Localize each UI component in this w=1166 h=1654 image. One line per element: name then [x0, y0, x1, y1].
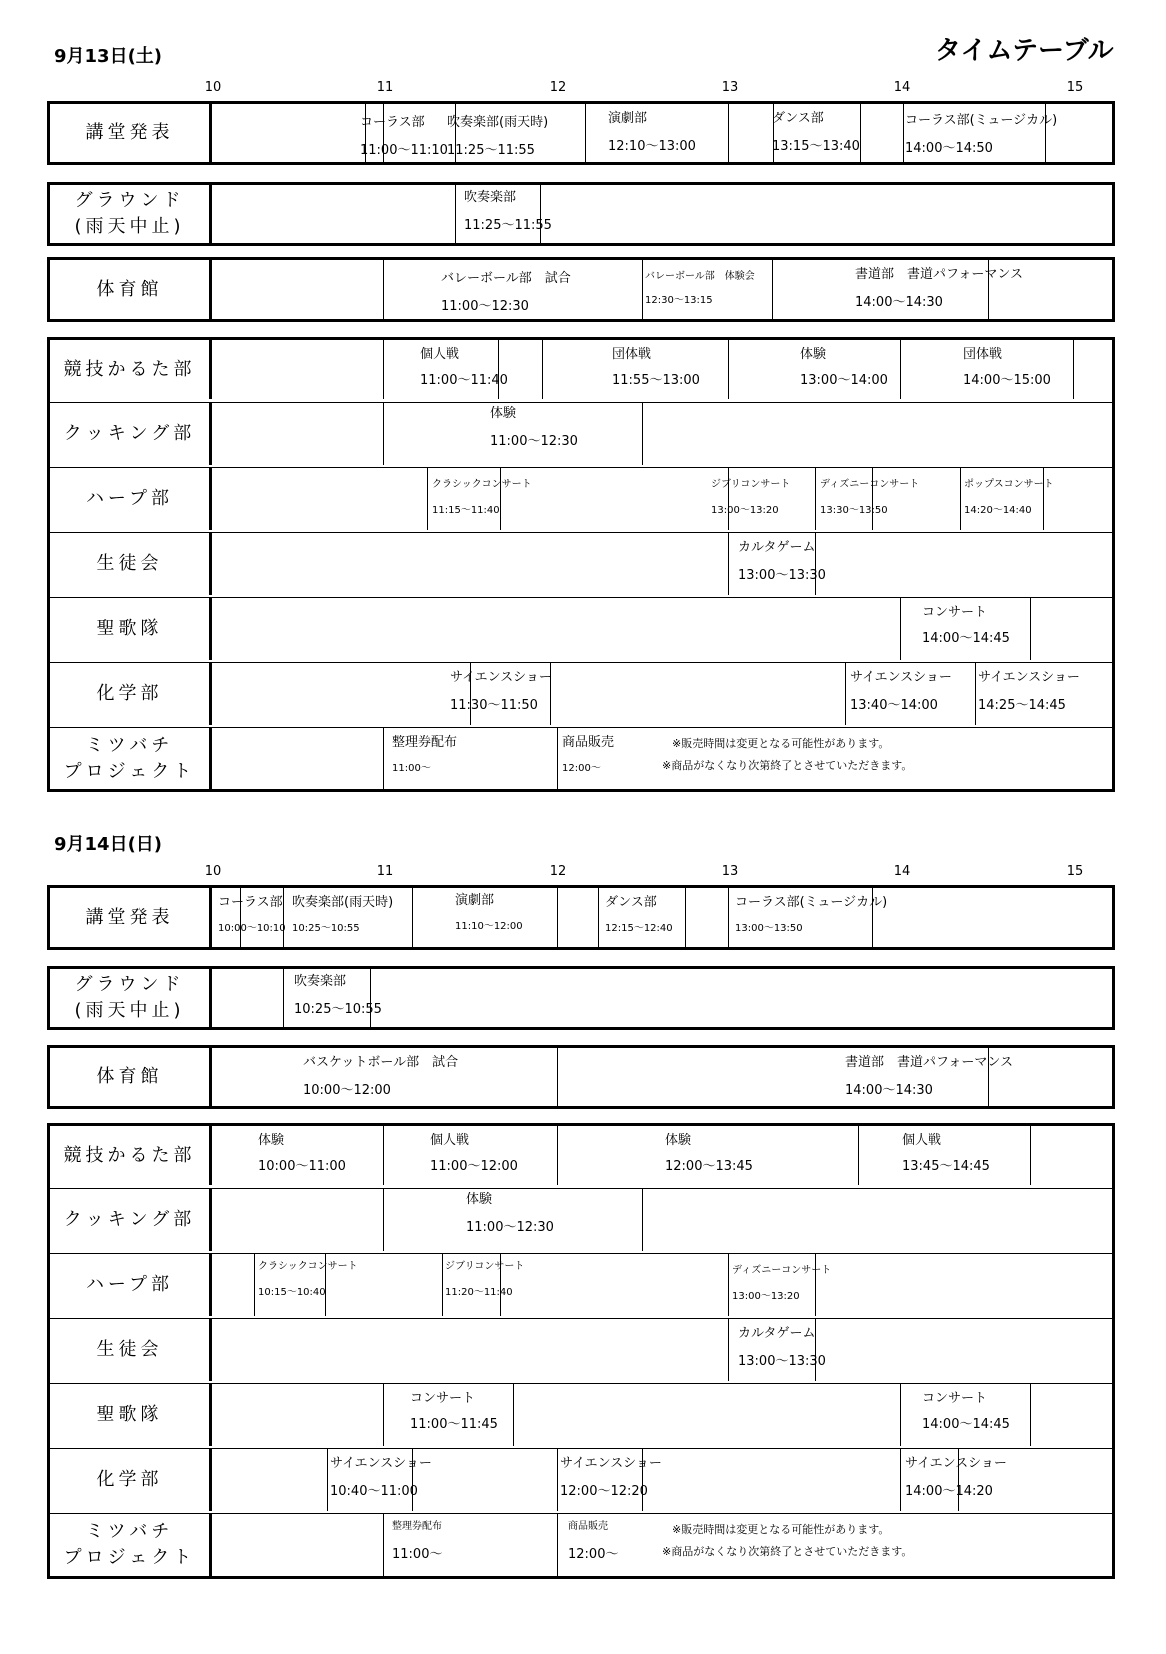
event-name: 体験	[466, 1192, 493, 1207]
schedule-row	[50, 888, 1112, 947]
event-name: バスケットボール部 試合	[303, 1055, 459, 1070]
time-divider	[1030, 598, 1031, 660]
row-label: グラウンド (雨天中止)	[50, 185, 212, 243]
event-time: 10:00〜11:00	[258, 1159, 346, 1174]
note-text: ※販売時間は変更となる可能性があります。	[672, 737, 890, 750]
event-name: 演劇部	[455, 893, 495, 908]
event-name: 演劇部	[608, 111, 648, 126]
event-time: 11:00〜12:00	[430, 1159, 518, 1174]
time-divider	[254, 1254, 255, 1316]
event-name: サイエンスショー	[330, 1456, 432, 1471]
time-divider	[383, 340, 384, 399]
event-time: 12:00〜	[562, 763, 601, 774]
time-divider	[500, 468, 501, 530]
event-name: コーラス部(ミュージカル)	[905, 113, 1058, 128]
time-divider	[557, 1126, 558, 1185]
time-divider	[960, 468, 961, 530]
event-time: 12:00〜13:45	[665, 1159, 753, 1174]
time-divider	[642, 260, 643, 319]
schedule-box	[47, 966, 1115, 1030]
time-divider	[557, 1449, 558, 1511]
event-time: 13:15〜13:40	[772, 139, 860, 154]
event-name: 商品販売	[568, 1521, 608, 1532]
time-divider	[728, 340, 729, 399]
schedule-row	[50, 1448, 1112, 1511]
schedule-row	[50, 260, 1112, 319]
schedule-row	[50, 1126, 1112, 1185]
time-divider	[498, 340, 499, 399]
event-name: サイエンスショー	[850, 670, 952, 685]
event-time: 13:00〜13:20	[711, 505, 779, 516]
time-divider	[642, 1189, 643, 1251]
event-name: 体験	[800, 347, 827, 362]
schedule-box	[47, 101, 1115, 165]
hour-tick-label: 10	[204, 80, 222, 95]
schedule-row	[50, 969, 1112, 1027]
schedule-row	[50, 532, 1112, 595]
time-divider	[542, 340, 543, 399]
time-divider	[872, 468, 873, 530]
event-time: 11:00〜11:45	[410, 1417, 498, 1432]
hour-tick-label: 15	[1066, 80, 1084, 95]
row-label: 競技かるた部	[50, 340, 212, 399]
event-time: 11:10〜12:00	[455, 921, 523, 932]
event-name: サイエンスショー	[905, 1456, 1007, 1471]
event-name: サイエンスショー	[978, 670, 1080, 685]
schedule-row	[50, 1513, 1112, 1576]
row-label: ハープ部	[50, 468, 212, 530]
event-time: 12:00〜12:20	[560, 1484, 648, 1499]
row-label: 生徒会	[50, 1319, 212, 1381]
event-time: 10:25〜10:55	[294, 1002, 382, 1017]
event-time: 14:00〜14:50	[905, 141, 993, 156]
event-time: 11:20〜11:40	[445, 1287, 513, 1298]
event-time: 10:00〜12:00	[303, 1083, 391, 1098]
schedule-row	[50, 1253, 1112, 1316]
event-name: 整理券配布	[392, 735, 458, 750]
time-divider	[1030, 1384, 1031, 1446]
event-time: 11:55〜13:00	[612, 373, 700, 388]
note-text: ※商品がなくなり次第終了とさせていただきます。	[662, 1545, 913, 1558]
event-name: 商品販売	[562, 735, 615, 750]
time-divider	[370, 969, 371, 1027]
time-divider	[557, 728, 558, 790]
time-divider	[427, 468, 428, 530]
schedule-row	[50, 662, 1112, 725]
event-name: コーラス部	[218, 895, 283, 910]
row-label: 化学部	[50, 663, 212, 725]
time-divider	[557, 1514, 558, 1576]
event-name: 個人戦	[420, 347, 460, 362]
time-divider	[383, 403, 384, 465]
hour-tick-label: 10	[204, 864, 222, 879]
event-time: 11:00〜	[392, 1547, 443, 1562]
event-time: 11:30〜11:50	[450, 698, 538, 713]
time-divider	[540, 185, 541, 243]
time-divider	[815, 468, 816, 530]
event-time: 14:00〜14:30	[845, 1083, 933, 1098]
event-name: 書道部 書道パフォーマンス	[845, 1055, 1013, 1070]
time-divider	[412, 888, 413, 947]
event-name: 整理券配布	[392, 1521, 442, 1532]
row-label: 講堂発表	[50, 104, 212, 162]
schedule-row	[50, 597, 1112, 660]
event-time: 11:00〜12:30	[466, 1220, 554, 1235]
event-time: 11:25〜11:55	[447, 143, 535, 158]
row-label: 体育館	[50, 260, 212, 319]
day-label: 9月14日(日)	[54, 834, 163, 855]
event-name: サイエンスショー	[560, 1456, 662, 1471]
schedule-box	[47, 1123, 1115, 1579]
event-time: 11:00〜11:10	[360, 143, 448, 158]
schedule-row	[50, 1048, 1112, 1106]
event-name: 体験	[490, 406, 517, 421]
row-label: 体育館	[50, 1048, 212, 1106]
event-time: 12:10〜13:00	[608, 139, 696, 154]
time-divider	[900, 1449, 901, 1511]
time-divider	[283, 969, 284, 1027]
event-name: ジブリコンサート	[711, 479, 791, 490]
hour-tick-label: 11	[376, 864, 394, 879]
event-time: 11:15〜11:40	[432, 505, 500, 516]
time-divider	[772, 260, 773, 319]
hour-tick-label: 14	[893, 80, 911, 95]
event-time: 10:25〜10:55	[292, 923, 360, 934]
event-name: 体験	[665, 1133, 692, 1148]
time-divider	[728, 533, 729, 595]
time-divider	[383, 1126, 384, 1185]
time-divider	[557, 1048, 558, 1106]
schedule-box	[47, 1045, 1115, 1109]
row-label: ハープ部	[50, 1254, 212, 1316]
time-divider	[1073, 340, 1074, 399]
row-label: 化学部	[50, 1449, 212, 1511]
event-time: 13:00〜13:30	[738, 568, 826, 583]
event-name: ジブリコンサート	[445, 1261, 525, 1272]
time-divider	[283, 888, 284, 947]
event-time: 10:40〜11:00	[330, 1484, 418, 1499]
hour-tick-label: 13	[721, 864, 739, 879]
event-name: ダンス部	[772, 111, 824, 126]
event-time: 14:00〜14:45	[922, 631, 1010, 646]
row-label: ミツバチ プロジェクト	[50, 1514, 212, 1576]
schedule-box	[47, 885, 1115, 950]
time-divider	[728, 468, 729, 530]
event-name: 個人戦	[902, 1133, 942, 1148]
event-name: サイエンスショー	[450, 670, 552, 685]
event-time: 13:30〜13:50	[820, 505, 888, 516]
row-label: 生徒会	[50, 533, 212, 595]
event-name: 団体戦	[963, 347, 1003, 362]
schedule-row	[50, 104, 1112, 162]
event-time: 12:30〜13:15	[645, 295, 713, 306]
row-label: クッキング部	[50, 403, 212, 465]
time-divider	[383, 1514, 384, 1576]
row-label: 聖歌隊	[50, 598, 212, 660]
time-divider	[455, 185, 456, 243]
event-time: 14:00〜14:30	[855, 295, 943, 310]
event-name: 吹奏楽部	[294, 974, 347, 989]
time-divider	[1030, 1126, 1031, 1185]
event-time: 14:00〜15:00	[963, 373, 1051, 388]
event-name: 書道部 書道パフォーマンス	[855, 267, 1023, 282]
schedule-row	[50, 185, 1112, 243]
event-name: ポップスコンサート	[964, 479, 1054, 490]
hour-tick-label: 12	[549, 80, 567, 95]
time-divider	[728, 104, 729, 162]
time-divider	[383, 1189, 384, 1251]
time-divider	[858, 1126, 859, 1185]
event-time: 11:00〜12:30	[441, 299, 529, 314]
time-divider	[728, 1254, 729, 1316]
event-time: 14:25〜14:45	[978, 698, 1066, 713]
time-divider	[383, 1384, 384, 1446]
event-name: ディズニーコンサート	[732, 1265, 832, 1276]
hour-tick-label: 14	[893, 864, 911, 879]
event-name: コンサート	[922, 1391, 988, 1406]
hour-tick-label: 13	[721, 80, 739, 95]
note-text: ※商品がなくなり次第終了とさせていただきます。	[662, 759, 913, 772]
event-time: 13:45〜14:45	[902, 1159, 990, 1174]
schedule-box	[47, 257, 1115, 322]
row-label: ミツバチ プロジェクト	[50, 728, 212, 790]
event-time: 11:25〜11:55	[464, 218, 552, 233]
event-time: 12:15〜12:40	[605, 923, 673, 934]
event-name: 吹奏楽部(雨天時)	[292, 895, 394, 910]
event-time: 10:15〜10:40	[258, 1287, 326, 1298]
event-name: カルタゲーム	[738, 1326, 816, 1341]
schedule-box	[47, 182, 1115, 246]
event-time: 14:00〜14:45	[922, 1417, 1010, 1432]
time-divider	[1043, 468, 1044, 530]
event-time: 10:00〜10:10	[218, 923, 286, 934]
schedule-row	[50, 1188, 1112, 1251]
time-divider	[585, 104, 586, 162]
event-time: 11:00〜	[392, 763, 431, 774]
note-text: ※販売時間は変更となる可能性があります。	[672, 1523, 890, 1536]
schedule-box	[47, 337, 1115, 792]
hour-tick-label: 15	[1066, 864, 1084, 879]
time-divider	[442, 1254, 443, 1316]
time-divider	[557, 888, 558, 947]
time-divider	[728, 888, 729, 947]
event-time: 13:00〜14:00	[800, 373, 888, 388]
event-time: 14:00〜14:20	[905, 1484, 993, 1499]
event-name: クラシックコンサート	[258, 1261, 358, 1272]
event-name: コーラス部	[360, 115, 425, 130]
hour-tick-label: 11	[376, 80, 394, 95]
time-divider	[845, 663, 846, 725]
schedule-row	[50, 467, 1112, 530]
event-name: 団体戦	[612, 347, 652, 362]
row-label: 競技かるた部	[50, 1126, 212, 1185]
hour-tick-label: 12	[549, 864, 567, 879]
event-name: 吹奏楽部	[464, 190, 517, 205]
event-time: 11:00〜12:30	[490, 434, 578, 449]
event-name: 吹奏楽部(雨天時)	[447, 115, 549, 130]
event-time: 13:40〜14:00	[850, 698, 938, 713]
event-name: コンサート	[410, 1391, 476, 1406]
time-divider	[900, 340, 901, 399]
time-divider	[815, 1254, 816, 1316]
event-name: カルタゲーム	[738, 540, 816, 555]
schedule-row	[50, 402, 1112, 465]
event-name: コーラス部(ミュージカル)	[735, 895, 888, 910]
day-label: 9月13日(土)	[54, 46, 163, 67]
event-time: 11:00〜11:40	[420, 373, 508, 388]
time-divider	[903, 104, 904, 162]
row-label: クッキング部	[50, 1189, 212, 1251]
event-name: コンサート	[922, 605, 988, 620]
time-divider	[642, 403, 643, 465]
event-name: ダンス部	[605, 895, 657, 910]
event-time: 13:00〜13:50	[735, 923, 803, 934]
event-time: 13:00〜13:20	[732, 1291, 800, 1302]
time-divider	[900, 1384, 901, 1446]
schedule-row	[50, 340, 1112, 399]
time-divider	[598, 888, 599, 947]
event-time: 12:00〜	[568, 1547, 619, 1562]
page-title: タイムテーブル	[935, 36, 1114, 66]
time-divider	[513, 1384, 514, 1446]
event-name: クラシックコンサート	[432, 479, 532, 490]
time-divider	[728, 1319, 729, 1381]
event-name: ディズニーコンサート	[820, 479, 920, 490]
schedule-row	[50, 1318, 1112, 1381]
time-divider	[327, 1449, 328, 1511]
time-divider	[383, 260, 384, 319]
event-name: バレーボール部 体験会	[645, 271, 755, 282]
event-time: 13:00〜13:30	[738, 1354, 826, 1369]
event-name: 個人戦	[430, 1133, 470, 1148]
event-name: バレーボール部 試合	[441, 271, 571, 286]
time-divider	[975, 663, 976, 725]
time-divider	[860, 104, 861, 162]
row-label: グラウンド (雨天中止)	[50, 969, 212, 1027]
row-label: 講堂発表	[50, 888, 212, 947]
schedule-row	[50, 727, 1112, 790]
event-time: 14:20〜14:40	[964, 505, 1032, 516]
row-label: 聖歌隊	[50, 1384, 212, 1446]
time-divider	[685, 888, 686, 947]
time-divider	[383, 728, 384, 790]
time-divider	[900, 598, 901, 660]
schedule-row	[50, 1383, 1112, 1446]
event-name: 体験	[258, 1133, 285, 1148]
